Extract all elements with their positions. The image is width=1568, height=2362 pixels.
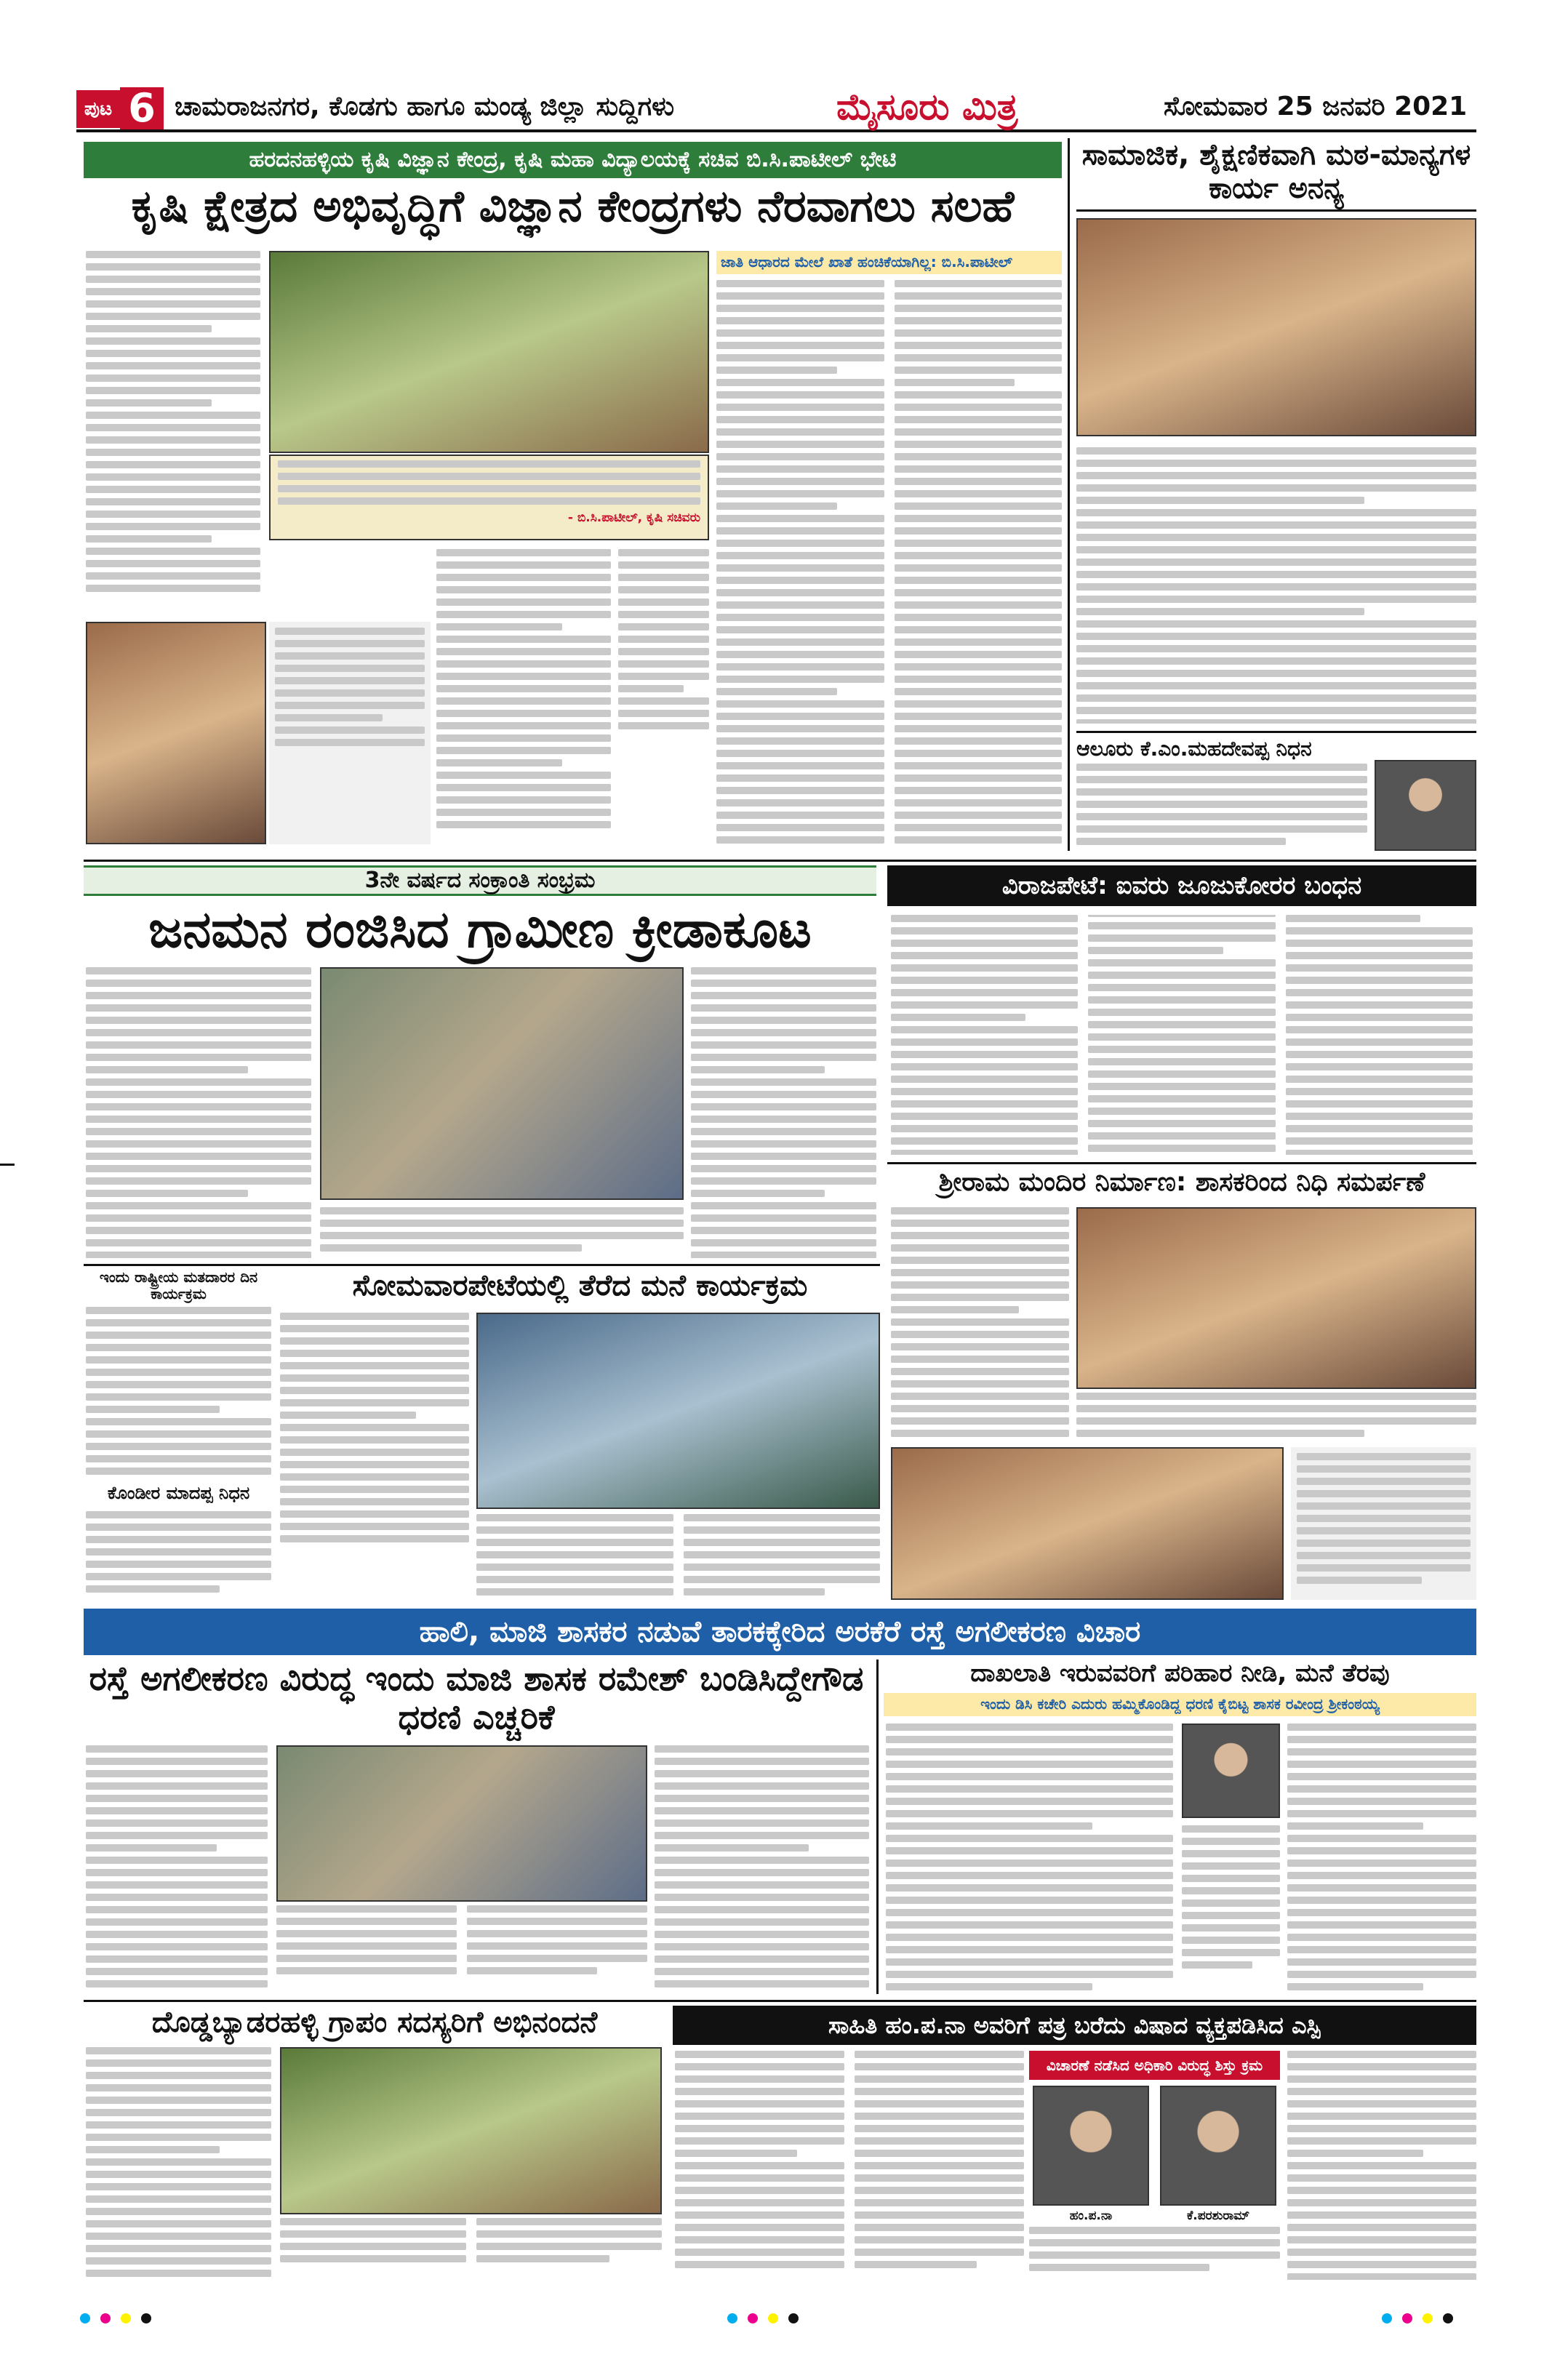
- registration-mark: [0, 1164, 15, 1166]
- story6-body-col1: [280, 1313, 469, 1545]
- story4-body: [891, 915, 1473, 1155]
- story1-photo-field-visit: [269, 251, 709, 453]
- paper-logo: ಮೈಸೂರು ಮಿತ್ರ: [836, 86, 1018, 128]
- story6-headline: ಸೋಮವಾರಪೇಟೆಯಲ್ಲಿ ತೆರೆದ ಮನೆ ಕಾರ್ಯಕ್ರಮ: [352, 1269, 808, 1302]
- story4-headline: ವಿರಾಜಪೇಟೆ: ಐವರು ಜೂಜುಕೋರರ ಬಂಧನ: [887, 865, 1476, 906]
- story8-body-col2: [1182, 1825, 1280, 1993]
- brief1-box: [86, 1269, 271, 1480]
- story1-pull-quote: [269, 455, 709, 540]
- page-number: 6: [120, 87, 164, 129]
- story1-photo-felicitation: [86, 622, 266, 844]
- story6-body-col2: [476, 1514, 880, 1601]
- story9-headline: ದೊಡ್ಡಬ್ಯಾಡರಹಳ್ಳಿ ಗ್ರಾಪಂ ಸದಸ್ಯರಿಗೆ ಅಭಿನಂದನೆ: [151, 2006, 598, 2039]
- story8-portrait: [1182, 1724, 1280, 1818]
- page-label: ಪುಟ: [76, 90, 120, 128]
- story10-body-col1: [675, 2051, 1024, 2280]
- story10-subhead: ವಿಚಾರಣೆ ನಡೆಸಿದ ಅಧಿಕಾರಿ ವಿರುದ್ಧ ಶಿಸ್ತು ಕ್ರಮ: [1029, 2051, 1280, 2080]
- obit2-headline: ಕೊಂಡೀರ ಮಾದಪ್ಪ ನಿಧನ: [107, 1483, 250, 1503]
- story2-photo-seer: [1076, 218, 1476, 436]
- story3-headline: ಜನಮನ ರಂಜಿಸಿದ ಗ್ರಾಮೀಣ ಕ್ರೀಡಾಕೂಟ: [148, 900, 812, 959]
- obit2-body: [86, 1511, 271, 1598]
- story7-headline: ರಸ್ತೆ ಅಗಲೀಕರಣ ವಿರುದ್ಧ ಇಂದು ಮಾಜಿ ಶಾಸಕ ರಮೇಶ್ ಬಂಡಿಸಿದ್ದೇಗೌಡ ಧರಣಿ ಎಚ್ಚರಿಕೆ: [89, 1659, 864, 1737]
- section-title: ಚಾಮರಾಜನಗರ, ಕೊಡಗು ಹಾಗೂ ಮಂಡ್ಯ ಜಿಲ್ಲಾ ಸುದ್ದಿಗಳು: [175, 92, 675, 121]
- story7-body-col3: [655, 1745, 869, 1993]
- column-divider: [1068, 138, 1070, 851]
- story3-kicker: 3ನೇ ವರ್ಷದ ಸಂಕ್ರಾಂತಿ ಸಂಭ್ರಮ: [84, 865, 876, 896]
- pull-quote-attribution: - ಬಿ.ಸಿ.ಪಾಟೀಲ್, ಕೃಷಿ ಸಚಿವರು: [567, 511, 700, 525]
- story1-body-col4: [716, 280, 1062, 847]
- issue-date: ಸೋಮವಾರ 25 ಜನವರಿ 2021: [1164, 92, 1468, 121]
- story7-photo-press-meet: [276, 1745, 647, 1902]
- story9-divider: [84, 2000, 1476, 2002]
- brief1-headline: ಇಂದು ರಾಷ್ಟ್ರೀಯ ಮತದಾರರ ದಿನ ಕಾರ್ಯಕ್ರಮ: [99, 1269, 258, 1302]
- story8-subhead: ಇಂದು ಡಿಸಿ ಕಚೇರಿ ಎದುರು ಹಮ್ಮಿಕೊಂಡಿದ್ದ ಧರಣಿ ಕೈಬಿಟ್ಟ ಶಾಸಕ ರವೀಂದ್ರ ಶ್ರೀಕಂಠಯ್ಯ: [884, 1693, 1476, 1716]
- story2-body: [1076, 447, 1476, 724]
- story8-body-col3: [1287, 1724, 1476, 1993]
- hampana-portrait: [1033, 2086, 1149, 2206]
- story1-kicker: ಹರದನಹಳ್ಳಿಯ ಕೃಷಿ ವಿಜ್ಞಾನ ಕೇಂದ್ರ, ಕೃಷಿ ಮಹಾ ವಿದ್ಯಾಲಯಕ್ಕೆ ಸಚಿವ ಬಿ.ಸಿ.ಪಾಟೀಲ್ ಭೇಟಿ: [84, 142, 1062, 178]
- story1-photo-caption: [269, 622, 431, 844]
- story10-body-col2: [1029, 2227, 1280, 2281]
- masthead: [76, 86, 1476, 132]
- color-registration-left: [80, 2313, 161, 2326]
- story8-body-col1: [886, 1724, 1173, 1993]
- story3-body-col3: [691, 967, 876, 1258]
- story9-body-col2: [280, 2218, 662, 2280]
- story9-photo-felicitation: [280, 2047, 662, 2214]
- story3-photo-sports: [320, 967, 684, 1200]
- story7-body-col1: [86, 1745, 268, 1993]
- story1-body-col3: [618, 549, 709, 847]
- obit1-body: [1076, 764, 1367, 851]
- color-registration-right: [1382, 2313, 1463, 2326]
- story5-body: [891, 1207, 1069, 1440]
- sp-portrait: [1160, 2086, 1276, 2206]
- story1-body-col2: [436, 549, 611, 847]
- obit1-headline: ಆಲೂರು ಕೆ.ಎಂ.ಮಹದೇವಪ್ಪ ನಿಧನ: [1076, 731, 1476, 761]
- story10-body-col3: [1287, 2051, 1476, 2280]
- story5-caption: [1076, 1393, 1476, 1440]
- story2-headline: ಸಾಮಾಜಿಕ, ಶೈಕ್ಷಣಿಕವಾಗಿ ಮಠ-ಮಾನ್ಯಗಳ ಕಾರ್ಯ ಅನನ್ಯ: [1076, 138, 1476, 212]
- anganwadi-caption: [1291, 1447, 1476, 1600]
- hampana-caption: ಹಂ.ಪ.ನಾ: [1069, 2209, 1113, 2223]
- story6-divider: [84, 1264, 880, 1266]
- story6-photo-open-house: [476, 1313, 880, 1509]
- story9-body-col1: [86, 2047, 271, 2280]
- story8-headline: ದಾಖಲಾತಿ ಇರುವವರಿಗೆ ಪರಿಹಾರ ನೀಡಿ, ಮನೆ ತೆರವು: [970, 1659, 1390, 1688]
- story5-headline: ಶ್ರೀರಾಮ ಮಂದಿರ ನಿರ್ಮಾಣ: ಶಾಸಕರಿಂದ ನಿಧಿ ಸಮರ್ಪಣೆ: [887, 1162, 1476, 1197]
- anganwadi-photo: [891, 1447, 1284, 1600]
- obit1-portrait: [1375, 760, 1476, 851]
- story10-headline: ಸಾಹಿತಿ ಹಂ.ಪ.ನಾ ಅವರಿಗೆ ಪತ್ರ ಬರೆದು ವಿಷಾದ ವ್ಯಕ್ತಪಡಿಸಿದ ಎಸ್ಪಿ: [673, 2006, 1476, 2045]
- story1-subhead: ಜಾತಿ ಆಧಾರದ ಮೇಲೆ ಖಾತೆ ಹಂಚಿಕೆಯಾಗಿಲ್ಲ: ಬಿ.ಸಿ.ಪಾಟೀಲ್: [716, 251, 1062, 274]
- column-divider-2: [876, 1660, 879, 1994]
- story1-headline: ಕೃಷಿ ಕ್ಷೇತ್ರದ ಅಭಿವೃದ್ಧಿಗೆ ವಿಜ್ಞಾನ ಕೇಂದ್ರಗಳು ನೆರವಾಗಲು ಸಲಹೆ: [131, 181, 1015, 232]
- story7-body-col2: [276, 1905, 647, 1993]
- story3-body-col1: [86, 967, 311, 1258]
- color-registration-center: [727, 2313, 809, 2326]
- sp-caption: ಕೆ.ಪರಶುರಾಮ್: [1186, 2209, 1250, 2223]
- section-divider: [84, 860, 1476, 862]
- story5-photo-donation: [1076, 1207, 1476, 1389]
- story7-banner: ಹಾಲಿ, ಮಾಜಿ ಶಾಸಕರ ನಡುವೆ ತಾರಕಕ್ಕೇರಿದ ಅರಕೆರೆ ರಸ್ತೆ ಅಗಲೀಕರಣ ವಿಚಾರ: [84, 1609, 1476, 1655]
- story1-body-col1: [86, 251, 260, 607]
- story3-body-col2: [320, 1207, 684, 1258]
